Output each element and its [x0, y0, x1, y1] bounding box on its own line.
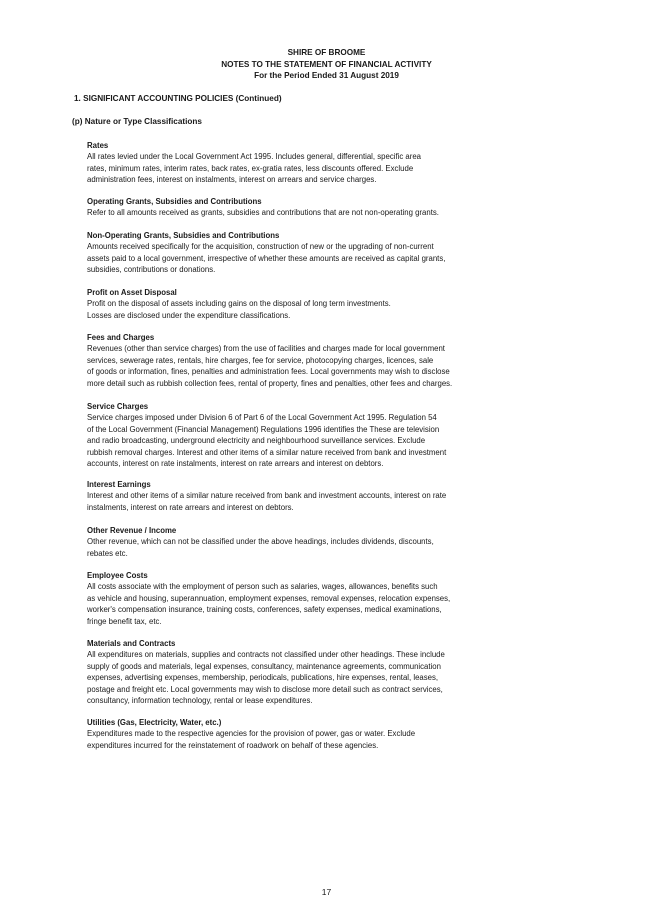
classification-profit-on-asset-disposal [87, 287, 497, 321]
body-line: assets paid to a local government, irrespective of whether these amounts are received as capital grants, [87, 253, 446, 263]
body-line: Losses are disclosed under the expenditure classifications. [87, 310, 291, 320]
body-line: worker's compensation insurance, training costs, conferences, safety expenses, medical examinations, [87, 605, 442, 615]
classification-heading: Employee Costs [87, 571, 148, 580]
body-line: Other revenue, which can not be classified under the above headings, includes dividends, discounts, [87, 537, 434, 547]
classification-heading: Rates [87, 141, 109, 150]
classification-heading: Profit on Asset Disposal [87, 288, 177, 297]
body-line: more detail such as rubbish collection fees, rental of property, fines and penalties, other fees and charges. [87, 378, 453, 388]
body-line: of goods or information, fines, penalties and administration fees. Local governments may wish to disclose [87, 367, 450, 377]
body-line: Amounts received specifically for the acquisition, construction of new or the upgrading of non-current [87, 242, 434, 252]
header-period: For the Period Ended 31 August 2019 [254, 71, 399, 80]
classification-employee-costs [87, 570, 497, 627]
body-line: of the Local Government (Financial Management) Regulations 1996 identifies the These are television [87, 424, 440, 434]
page-number: 17 [321, 887, 332, 897]
classification-service-charges [87, 401, 497, 469]
body-line: administration fees, interest on instalments, interest on arrears and service charges. [87, 175, 377, 185]
body-line: supply of goods and materials, legal expenses, consultancy, maintenance agreements, communication [87, 661, 441, 671]
body-line: instalments, interest on rate arrears and interest on debtors. [87, 502, 294, 512]
body-line: Interest and other items of a similar nature received from bank and investment accounts, interest on rate [87, 491, 447, 501]
classification-heading: Materials and Contracts [87, 639, 176, 648]
document-header [0, 47, 653, 82]
body-line: expenses, advertising expenses, membership, periodicals, publications, hire expenses, rental, leases, [87, 673, 439, 683]
body-line: Profit on the disposal of assets including gains on the disposal of long term investments. [87, 299, 391, 309]
body-line: All rates levied under the Local Government Act 1995. Includes general, differential, specific area [87, 152, 422, 162]
classification-fees-and-charges [87, 332, 497, 389]
classification-non-operating-grants [87, 230, 497, 276]
classification-utilities [87, 717, 497, 751]
sub-section-title: (p) Nature or Type Classifications [72, 117, 202, 126]
classification-heading: Non-Operating Grants, Subsidies and Contributions [87, 231, 280, 240]
section-title: 1. SIGNIFICANT ACCOUNTING POLICIES (Continued) [74, 94, 282, 103]
body-line: expenditures incurred for the reinstatement of roadwork on behalf of these agencies. [87, 740, 379, 750]
classification-operating-grants [87, 196, 497, 219]
body-line: accounts, interest on rate instalments, interest on rate arrears and interest on debtors. [87, 459, 384, 469]
body-line: postage and freight etc. Local governments may wish to disclose more detail such as contract services, [87, 684, 443, 694]
classification-rates [87, 140, 497, 186]
body-line: Revenues (other than service charges) from the use of facilities and charges made for local government [87, 344, 445, 354]
classification-materials-and-contracts [87, 638, 497, 706]
classification-heading: Other Revenue / Income [87, 526, 177, 535]
body-line: rates, minimum rates, interim rates, back rates, ex-gratia rates, less discounts offered. Exclude [87, 163, 414, 173]
classification-heading: Service Charges [87, 402, 149, 411]
body-line: fringe benefit tax, etc. [87, 616, 162, 626]
classification-heading: Fees and Charges [87, 333, 155, 342]
body-line: Refer to all amounts received as grants, subsidies and contributions that are not non-operating grants. [87, 208, 439, 218]
classification-heading: Operating Grants, Subsidies and Contributions [87, 197, 262, 206]
body-line: All costs associate with the employment of person such as salaries, wages, allowances, benefits such [87, 582, 438, 592]
body-line: rebates etc. [87, 548, 128, 558]
body-line: as vehicle and housing, superannuation, employment expenses, removal expenses, relocation expenses, [87, 593, 451, 603]
body-line: consultancy, information technology, rental or lease expenditures. [87, 696, 313, 706]
classification-other-revenue [87, 525, 497, 559]
body-line: Service charges imposed under Division 6 of Part 6 of the Local Government Act 1995. Regulation 54 [87, 413, 437, 423]
body-line: subsidies, contributions or donations. [87, 265, 216, 275]
body-line: and radio broadcasting, underground electricity and neighbourhood surveillance services. Exclude [87, 436, 426, 446]
body-line: services, sewerage rates, rentals, hire charges, fee for service, photocopying charges, licences, sale [87, 355, 434, 365]
classification-interest-earnings [87, 479, 497, 513]
body-line: Expenditures made to the respective agencies for the provision of power, gas or water. Exclude [87, 729, 416, 739]
body-line: All expenditures on materials, supplies and contracts not classified under other headings. These include [87, 650, 445, 660]
header-organisation: SHIRE OF BROOME [287, 48, 366, 57]
classification-heading: Utilities (Gas, Electricity, Water, etc.) [87, 718, 222, 727]
body-line: rubbish removal charges. Interest and other items of a similar nature received from bank and investment [87, 447, 447, 457]
header-document-title: NOTES TO THE STATEMENT OF FINANCIAL ACTIVITY [221, 59, 432, 69]
classification-heading: Interest Earnings [87, 480, 151, 489]
